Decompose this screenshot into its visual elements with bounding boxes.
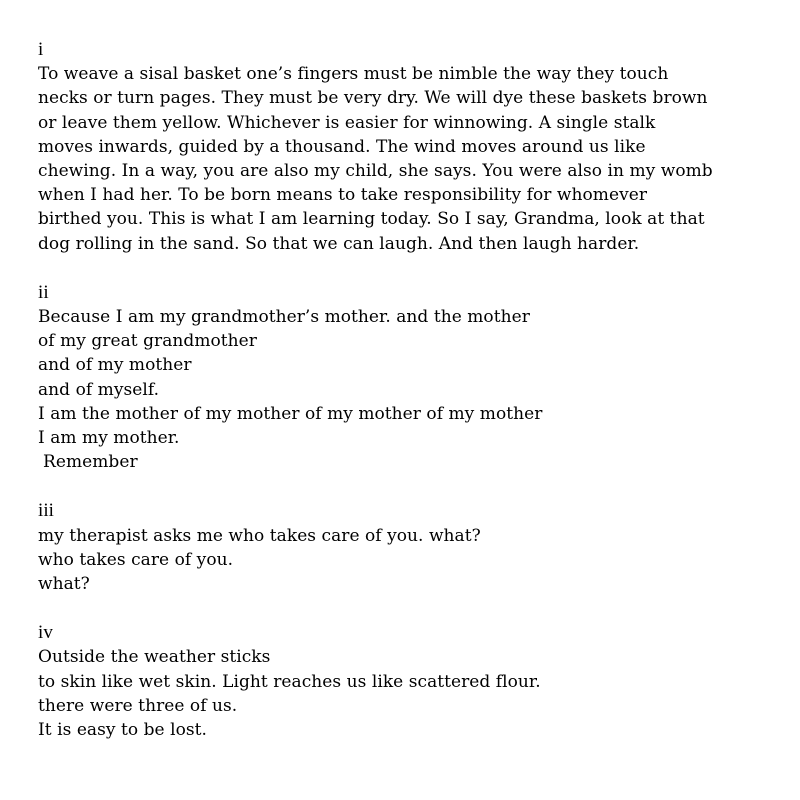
section-numeral: iv [38,622,53,644]
poem-line: It is easy to be lost. [38,720,207,741]
section-numeral: ii [38,281,49,303]
poem-line: what? [38,574,90,595]
poem-section-ii [38,281,778,475]
poem-page [38,38,778,767]
poem-line: or leave them yellow. Whichever is easier for winnowing. A single stalk [38,112,656,133]
poem-section-iv [38,621,778,742]
poem-line: when I had her. To be born means to take responsibility for whomever [38,185,648,206]
section-numeral: i [38,39,44,60]
poem-line: Because I am my grandmother’s mother. and the mother [38,307,530,328]
poem-line: Remember [43,452,138,473]
poem-line: necks or turn pages. They must be very dry. We will dye these baskets brown [38,88,708,109]
poem-line: To weave a sisal basket one’s fingers must be nimble the way they touch [38,64,669,85]
section-numeral: iii [38,500,54,522]
poem-line: I am the mother of my mother of my mother of my mother [38,403,543,424]
poem-line: there were three of us. [38,695,238,716]
poem-line: who takes care of you. [38,549,234,570]
poem-line: birthed you. This is what I am learning today. So I say, Grandma, look at that [38,209,705,230]
poem-line: dog rolling in the sand. So that we can laugh. And then laugh harder. [38,233,640,254]
poem-line: to skin like wet skin. Light reaches us like scattered flour. [38,671,541,692]
poem-line: Outside the weather sticks [38,647,271,668]
poem-section-iii [38,499,778,596]
poem-line: of my great grandmother [38,331,257,352]
poem-line: I am my mother. [38,428,180,449]
poem-line: moves inwards, guided by a thousand. The wind moves around us like [38,136,646,157]
poem-line: chewing. In a way, you are also my child, she says. You were also in my womb [38,161,713,182]
poem-line: my therapist asks me who takes care of you. what? [38,525,481,546]
poem-line: and of myself. [38,379,160,400]
poem-section-i [38,38,778,256]
poem-line: and of my mother [38,355,192,376]
